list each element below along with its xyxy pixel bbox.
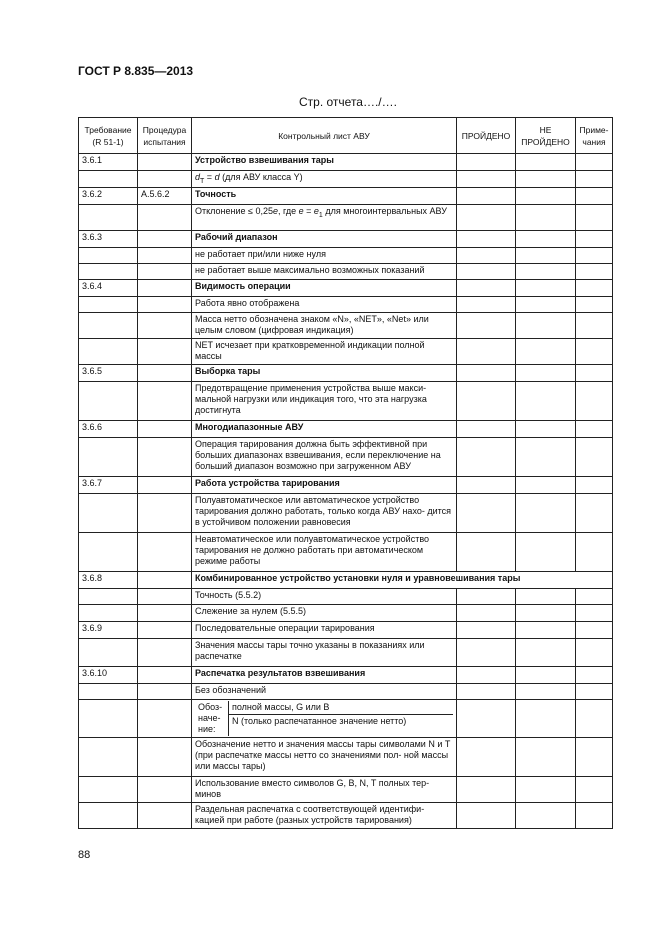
check-item: не работает выше максимально возможных показаний — [192, 264, 457, 280]
table-row — [79, 382, 613, 421]
notes-cell[interactable] — [576, 700, 613, 738]
requirement-cell: 3.6.9 — [79, 622, 138, 639]
notes-cell[interactable] — [576, 622, 613, 639]
failed-cell[interactable] — [516, 280, 576, 297]
requirement-cell: 3.6.6 — [79, 421, 138, 438]
check-item: Значения массы тары точно указаны в показаниях или распечатке — [192, 639, 457, 667]
requirement-cell — [79, 171, 138, 188]
notes-cell[interactable] — [576, 421, 613, 438]
notes-cell[interactable] — [576, 248, 613, 264]
procedure-cell — [138, 639, 192, 667]
table-row — [79, 803, 613, 829]
passed-cell[interactable] — [457, 803, 516, 829]
procedure-cell — [138, 684, 192, 700]
procedure-cell — [138, 365, 192, 382]
table-row — [79, 700, 613, 738]
notes-cell[interactable] — [576, 777, 613, 803]
notes-cell[interactable] — [576, 280, 613, 297]
header-checklist: Контрольный лист АВУ — [192, 118, 457, 154]
procedure-cell — [138, 382, 192, 421]
failed-cell[interactable] — [516, 264, 576, 280]
table-row — [79, 171, 613, 188]
table-row — [79, 248, 613, 264]
check-item: Без обозначений — [192, 684, 457, 700]
requirement-cell — [79, 313, 138, 339]
passed-cell[interactable] — [457, 248, 516, 264]
passed-cell[interactable] — [457, 382, 516, 421]
failed-cell[interactable] — [516, 803, 576, 829]
failed-cell[interactable] — [516, 494, 576, 533]
procedure-cell — [138, 438, 192, 477]
report-page-counter: Стр. отчета…./…. — [299, 95, 397, 109]
procedure-cell — [138, 700, 192, 738]
requirement-cell — [79, 589, 138, 605]
procedure-cell — [138, 622, 192, 639]
section-title: Многодиапазонные АВУ — [192, 421, 457, 438]
header-requirement: Требование (R 51-1) — [79, 118, 138, 154]
notes-cell[interactable] — [576, 154, 613, 171]
passed-cell[interactable] — [457, 533, 516, 572]
notes-cell[interactable] — [576, 365, 613, 382]
procedure-cell — [138, 231, 192, 248]
passed-cell[interactable] — [457, 589, 516, 605]
passed-cell[interactable] — [457, 421, 516, 438]
checklist-table — [78, 117, 613, 829]
header-passed: ПРОЙДЕНО — [457, 118, 516, 154]
procedure-cell — [138, 803, 192, 829]
procedure-cell — [138, 205, 192, 231]
section-title: Точность — [192, 188, 457, 205]
check-item: не работает при/или ниже нуля — [192, 248, 457, 264]
notes-cell[interactable] — [576, 264, 613, 280]
notes-cell[interactable] — [576, 494, 613, 533]
notes-cell[interactable] — [576, 171, 613, 188]
procedure-cell — [138, 154, 192, 171]
requirement-cell — [79, 803, 138, 829]
notes-cell[interactable] — [576, 639, 613, 667]
procedure-cell — [138, 264, 192, 280]
table-row — [79, 738, 613, 777]
passed-cell[interactable] — [457, 700, 516, 738]
failed-cell[interactable] — [516, 339, 576, 365]
document-header: ГОСТ Р 8.835—2013 — [78, 64, 194, 78]
check-item: NET исчезает при кратковременной индикации полной массы — [192, 339, 457, 365]
requirement-cell: 3.6.3 — [79, 231, 138, 248]
requirement-cell — [79, 438, 138, 477]
section-title: Видимость операции — [192, 280, 457, 297]
check-item: Работа явно отображена — [192, 297, 457, 313]
table-row — [79, 297, 613, 313]
check-item: Последовательные операции тарирования — [192, 622, 457, 639]
designation-label: Обоз- наче- ние: — [195, 701, 229, 736]
notes-cell[interactable] — [576, 382, 613, 421]
procedure-cell — [138, 171, 192, 188]
notes-cell[interactable] — [576, 684, 613, 700]
procedure-cell — [138, 777, 192, 803]
failed-cell[interactable] — [516, 382, 576, 421]
requirement-cell: 3.6.2 — [79, 188, 138, 205]
page-number: 88 — [78, 849, 91, 861]
requirement-cell — [79, 382, 138, 421]
notes-cell[interactable] — [576, 438, 613, 477]
procedure-cell — [138, 494, 192, 533]
passed-cell[interactable] — [457, 365, 516, 382]
table-row — [79, 313, 613, 339]
notes-cell[interactable] — [576, 477, 613, 494]
requirement-cell — [79, 777, 138, 803]
failed-cell[interactable] — [516, 205, 576, 231]
failed-cell[interactable] — [516, 639, 576, 667]
check-item: Предотвращение применения устройства выше макси- мальной нагрузки или индикация того, что эта нагрузка достигнута — [192, 382, 457, 421]
failed-cell[interactable] — [516, 297, 576, 313]
requirement-cell — [79, 639, 138, 667]
passed-cell[interactable] — [457, 738, 516, 777]
requirement-cell — [79, 684, 138, 700]
table-row — [79, 684, 613, 700]
passed-cell[interactable] — [457, 622, 516, 639]
procedure-cell — [138, 667, 192, 684]
check-item: $d_T = d$ (для АВУ класса Y) — [192, 171, 457, 188]
procedure-cell — [138, 248, 192, 264]
table-row — [79, 205, 613, 231]
procedure-cell — [138, 297, 192, 313]
procedure-cell — [138, 589, 192, 605]
passed-cell[interactable] — [457, 639, 516, 667]
notes-cell[interactable] — [576, 205, 613, 231]
check-item: Полуавтоматическое или автоматическое устройство тарирования должно работать, только когда АВУ нахо- дится в устойчивом положении равновесия — [192, 494, 457, 533]
passed-cell[interactable] — [457, 477, 516, 494]
table-row — [79, 477, 613, 494]
check-item: Отклонение ≤ 0,25e, где $e = e_1$ для многоинтервальных АВУ — [192, 205, 457, 231]
passed-cell[interactable] — [457, 777, 516, 803]
passed-cell[interactable] — [457, 171, 516, 188]
table-row — [79, 777, 613, 803]
requirement-cell: 3.6.7 — [79, 477, 138, 494]
requirement-cell: 3.6.10 — [79, 667, 138, 684]
notes-cell[interactable] — [576, 313, 613, 339]
table-row — [79, 533, 613, 572]
header-procedure: Процедура испытания — [138, 118, 192, 154]
failed-cell[interactable] — [516, 171, 576, 188]
failed-cell[interactable] — [516, 533, 576, 572]
procedure-cell — [138, 421, 192, 438]
notes-cell[interactable] — [576, 605, 613, 622]
failed-cell[interactable] — [516, 231, 576, 248]
header-notes: Приме- чания — [576, 118, 613, 154]
designation-option: полной массы, G или B — [232, 702, 330, 712]
table-row — [79, 667, 613, 684]
table-row — [79, 339, 613, 365]
table-row — [79, 365, 613, 382]
header-failed: НЕ ПРОЙДЕНО — [516, 118, 576, 154]
notes-cell[interactable] — [576, 738, 613, 777]
failed-cell[interactable] — [516, 684, 576, 700]
requirement-cell — [79, 248, 138, 264]
section-title: Выборка тары — [192, 365, 457, 382]
requirement-cell — [79, 738, 138, 777]
failed-cell[interactable] — [516, 365, 576, 382]
passed-cell[interactable] — [457, 494, 516, 533]
section-title: Комбинированное устройство установки нуля и уравновешивания тары — [192, 572, 613, 589]
table-row — [79, 438, 613, 477]
procedure-cell — [138, 280, 192, 297]
passed-cell[interactable] — [457, 264, 516, 280]
notes-cell[interactable] — [576, 667, 613, 684]
failed-cell[interactable] — [516, 622, 576, 639]
failed-cell[interactable] — [516, 477, 576, 494]
table-row — [79, 188, 613, 205]
table-row — [79, 154, 613, 171]
designation-option: N (только распечатанное значение нетто) — [229, 714, 453, 728]
passed-cell[interactable] — [457, 205, 516, 231]
passed-cell[interactable] — [457, 339, 516, 365]
failed-cell[interactable] — [516, 700, 576, 738]
failed-cell[interactable] — [516, 313, 576, 339]
requirement-cell — [79, 297, 138, 313]
requirement-cell — [79, 494, 138, 533]
table-row — [79, 572, 613, 589]
requirement-cell: 3.6.4 — [79, 280, 138, 297]
designation-cell — [192, 700, 457, 738]
table-row — [79, 421, 613, 438]
requirement-cell: 3.6.1 — [79, 154, 138, 171]
notes-cell[interactable] — [576, 533, 613, 572]
failed-cell[interactable] — [516, 667, 576, 684]
notes-cell[interactable] — [576, 339, 613, 365]
requirement-cell: 3.6.8 — [79, 572, 138, 589]
check-item: Масса нетто обозначена знаком «N», «NET», «Net» или целым словом (цифровая индикация) — [192, 313, 457, 339]
check-item: Использование вместо символов G, B, N, T полных тер- минов — [192, 777, 457, 803]
requirement-cell — [79, 533, 138, 572]
notes-cell[interactable] — [576, 231, 613, 248]
procedure-cell — [138, 477, 192, 494]
passed-cell[interactable] — [457, 313, 516, 339]
passed-cell[interactable] — [457, 231, 516, 248]
requirement-cell — [79, 605, 138, 622]
table-row — [79, 639, 613, 667]
requirement-cell — [79, 339, 138, 365]
table-row — [79, 264, 613, 280]
check-item: Обозначение нетто и значения массы тары символами N и T (при распечатке массы нетто со значениями пол- ной массы или массы тары) — [192, 738, 457, 777]
procedure-cell — [138, 605, 192, 622]
passed-cell[interactable] — [457, 188, 516, 205]
failed-cell[interactable] — [516, 438, 576, 477]
failed-cell[interactable] — [516, 154, 576, 171]
table-row — [79, 494, 613, 533]
check-item: Слежение за нулем (5.5.5) — [192, 605, 457, 622]
procedure-cell: A.5.6.2 — [138, 188, 192, 205]
requirement-cell — [79, 205, 138, 231]
procedure-cell — [138, 339, 192, 365]
notes-cell[interactable] — [576, 297, 613, 313]
table-row — [79, 231, 613, 248]
failed-cell[interactable] — [516, 605, 576, 622]
section-title: Рабочий диапазон — [192, 231, 457, 248]
passed-cell[interactable] — [457, 297, 516, 313]
passed-cell[interactable] — [457, 667, 516, 684]
check-item: Операция тарирования должна быть эффективной при больших диапазонах взвешивания, если переключение на больший диапазон возможно при загруженном АВУ — [192, 438, 457, 477]
table-row — [79, 589, 613, 605]
passed-cell[interactable] — [457, 438, 516, 477]
requirement-cell: 3.6.5 — [79, 365, 138, 382]
procedure-cell — [138, 572, 192, 589]
passed-cell[interactable] — [457, 684, 516, 700]
procedure-cell — [138, 313, 192, 339]
notes-cell[interactable] — [576, 188, 613, 205]
failed-cell[interactable] — [516, 777, 576, 803]
passed-cell[interactable] — [457, 280, 516, 297]
failed-cell[interactable] — [516, 589, 576, 605]
notes-cell[interactable] — [576, 589, 613, 605]
failed-cell[interactable] — [516, 738, 576, 777]
section-title: Распечатка результатов взвешивания — [192, 667, 457, 684]
passed-cell[interactable] — [457, 154, 516, 171]
check-item: Точность (5.5.2) — [192, 589, 457, 605]
failed-cell[interactable] — [516, 248, 576, 264]
table-row — [79, 622, 613, 639]
requirement-cell — [79, 700, 138, 738]
failed-cell[interactable] — [516, 188, 576, 205]
requirement-cell — [79, 264, 138, 280]
procedure-cell — [138, 738, 192, 777]
check-item: Неавтоматическое или полуавтоматическое устройство тарирования не должно работать при автоматическом режиме работы — [192, 533, 457, 572]
table-row — [79, 280, 613, 297]
failed-cell[interactable] — [516, 421, 576, 438]
check-item: Раздельная распечатка с соответствующей идентифи- кацией при работе (разных устройств тарирования) — [192, 803, 457, 829]
section-title: Устройство взвешивания тары — [192, 154, 457, 171]
passed-cell[interactable] — [457, 605, 516, 622]
table-row — [79, 605, 613, 622]
notes-cell[interactable] — [576, 803, 613, 829]
procedure-cell — [138, 533, 192, 572]
section-title: Работа устройства тарирования — [192, 477, 457, 494]
